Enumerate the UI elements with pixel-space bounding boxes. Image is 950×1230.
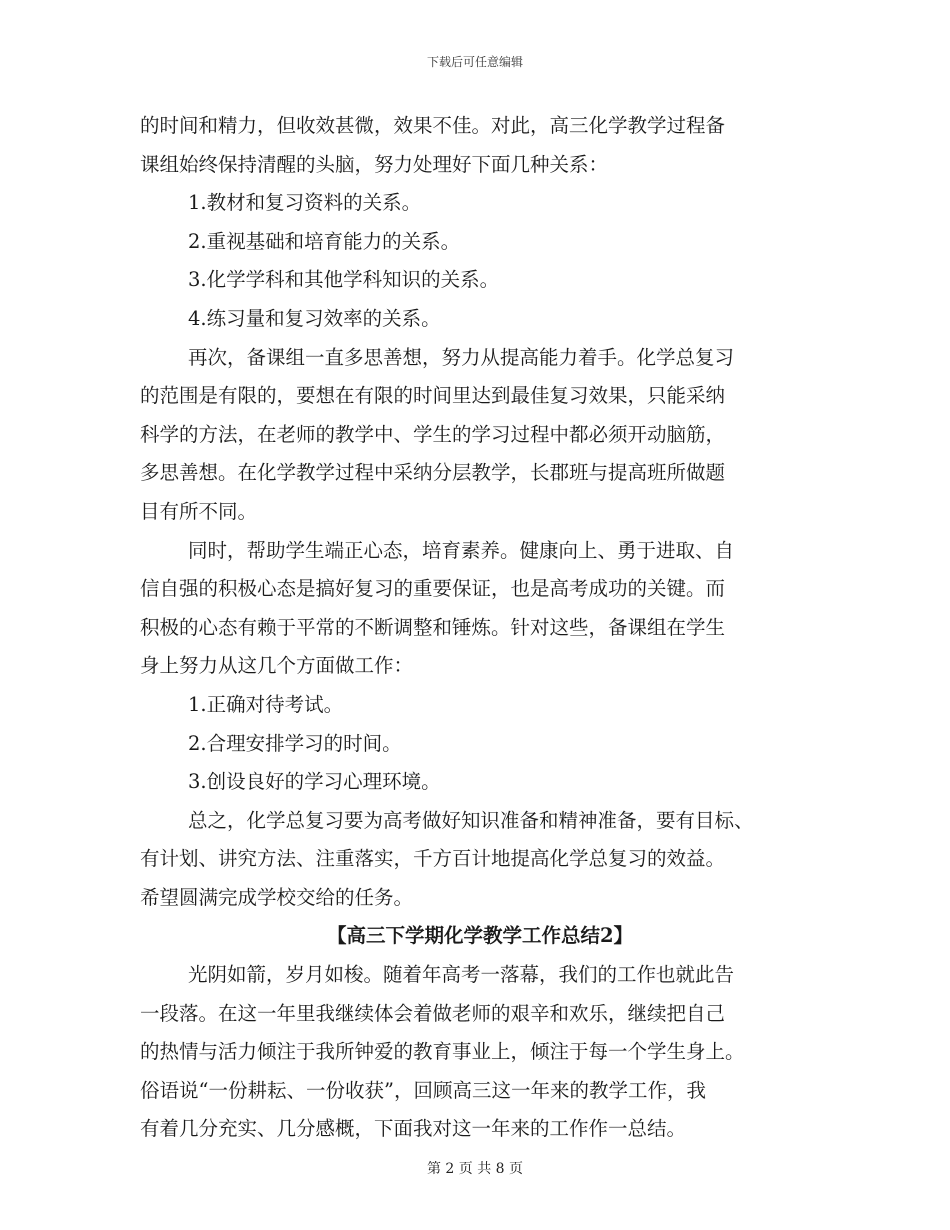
paragraph-line: 的热情与活力倾注于我所钟爱的教育事业上，倾注于每一个学生身上。 [140, 1040, 745, 1064]
paragraph-line: 有计划、讲究方法、注重落实，千方百计地提高化学总复习的效益。 [140, 847, 726, 871]
list-item: 4.练习量和复习效率的关系。 [188, 306, 441, 330]
document-body [140, 107, 820, 1149]
paragraph-line: 的范围是有限的，要想在有限的时间里达到最佳复习效果，只能采纳 [140, 384, 726, 408]
paragraph-line: 多思善想。在化学教学过程中采纳分层教学，长郡班与提高班所做题 [140, 461, 726, 485]
list-item: 3.化学学科和其他学科知识的关系。 [188, 268, 500, 292]
paragraph-line: 信自强的积极心态是搞好复习的重要保证，也是高考成功的关键。而 [140, 577, 726, 601]
list-item: 2.合理安排学习的时间。 [188, 731, 402, 755]
paragraph-line: 光阴如箭，岁月如梭。随着年高考一落幕，我们的工作也就此告 [188, 963, 735, 987]
list-item: 1.正确对待考试。 [188, 692, 344, 716]
paragraph-line: 同时，帮助学生端正心态，培育素养。健康向上、勇于进取、自 [188, 538, 735, 562]
paragraph-line: 身上努力从这几个方面做工作： [140, 654, 414, 678]
page-number: 第 2 页 共 8 页 [426, 1161, 524, 1177]
list-item: 1.教材和复习资料的关系。 [188, 191, 422, 215]
paragraph-line: 再次，备课组一直多思善想，努力从提高能力着手。化学总复习 [188, 345, 735, 369]
paragraph-line: 俗语说“一份耕耘、一份收获”，回顾高三这一年来的教学工作，我 [140, 1078, 706, 1102]
paragraph-line: 一段落。在这一年里我继续体会着做老师的艰辛和欢乐，继续把自己 [140, 1001, 726, 1025]
paragraph-line: 总之，化学总复习要为高考做好知识准备和精神准备，要有目标、 [188, 808, 754, 832]
paragraph-line: 积极的心态有赖于平常的不断调整和锤炼。针对这些，备课组在学生 [140, 615, 726, 639]
paragraph-line: 科学的方法，在老师的教学中、学生的学习过程中都必须开动脑筋， [140, 422, 726, 446]
page-header: 下载后可任意编辑 [426, 55, 523, 69]
paragraph-line: 的时间和精力，但收效甚微，效果不佳。对此，高三化学教学过程备 [140, 114, 726, 137]
section-heading: 【高三下学期化学教学工作总结2】 [326, 924, 634, 948]
paragraph-line: 有着几分充实、几分感概，下面我对这一年来的工作作一总结。 [140, 1117, 687, 1141]
paragraph-line: 希望圆满完成学校交给的任务。 [140, 885, 414, 909]
paragraph-line: 课组始终保持清醒的头脑，努力处理好下面几种关系： [140, 152, 609, 176]
list-item: 2.重视基础和培育能力的关系。 [188, 229, 461, 253]
paragraph-line: 目有所不同。 [140, 499, 258, 523]
list-item: 3.创设良好的学习心理环境。 [188, 770, 441, 794]
